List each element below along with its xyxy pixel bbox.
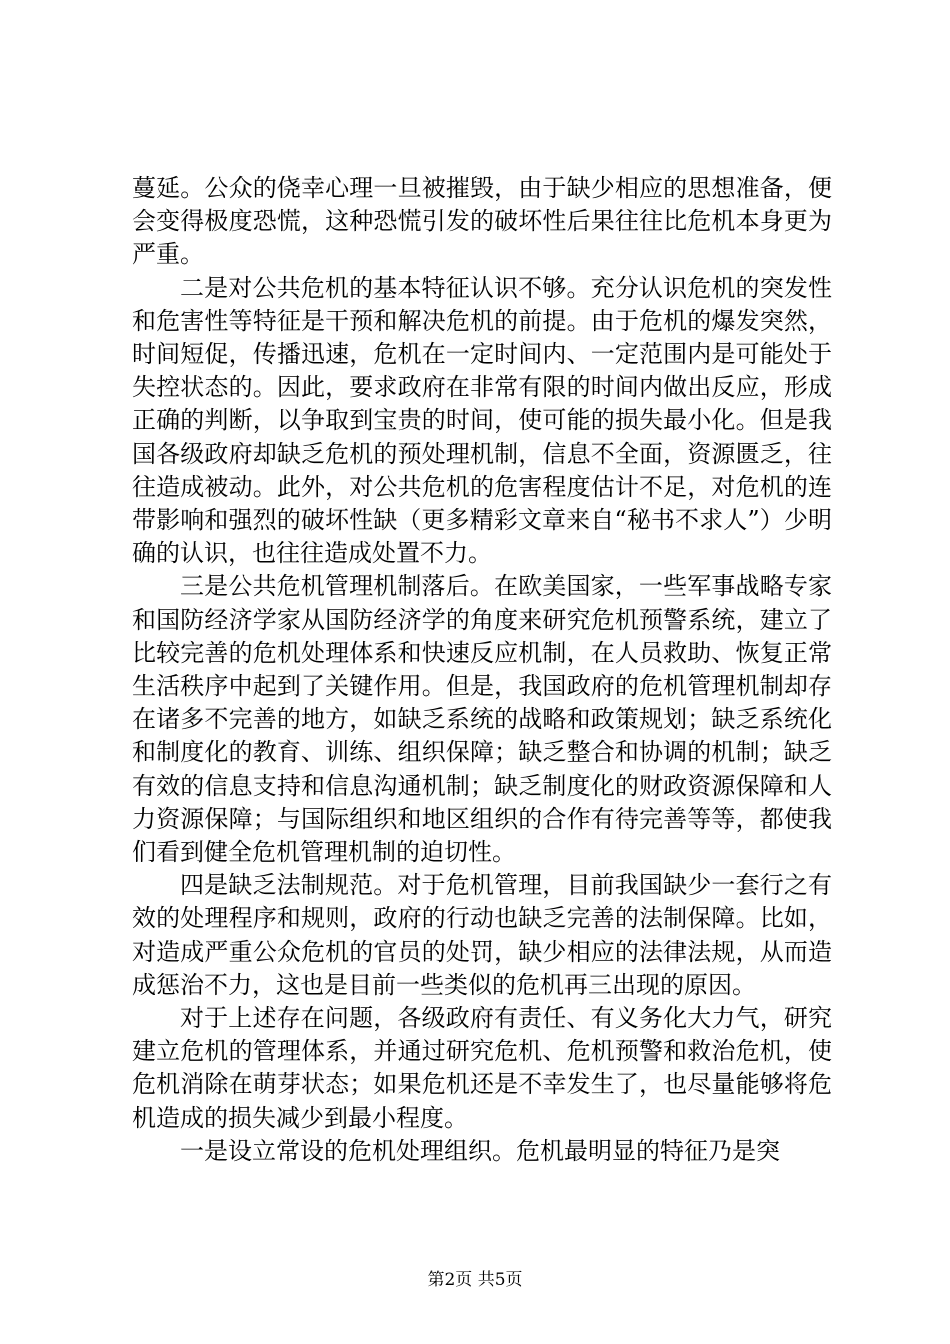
paragraph-point-four: 四是缺乏法制规范。对于危机管理，目前我国缺少一套行之有效的处理程序和规则，政府的行动也缺乏完善的法制保障。比如，对造成严重公众危机的官员的处罚，缺少相应的法律法规，从而造成惩治不力，这也是目前一些类似的危机再三出现的原因。	[132, 871, 832, 999]
paragraph-continuation: 蔓延。公众的侥幸心理一旦被摧毁，由于缺少相应的思想准备，便会变得极度恐慌，这种恐慌引发的破坏性后果往往比危机本身更为严重。	[132, 174, 832, 269]
paragraph-measure-one: 一是设立常设的危机处理组织。危机最明显的特征乃是突	[180, 1136, 780, 1165]
paragraph-point-two: 二是对公共危机的基本特征认识不够。充分认识危机的突发性和危害性等特征是干预和解决危机的前提。由于危机的爆发突然，时间短促，传播迅速，危机在一定时间内、一定范围内是可能处于失控状态的。因此，要求政府在非常有限的时间内做出反应，形成正确的判断，以争取到宝贵的时间，使可能的损失最小化。但是我国各级政府却缺乏危机的预处理机制，信息不全面，资源匮乏，往往造成被动。此外，对公共危机的危害程度估计不足，对危机的连带影响和强烈的破坏性缺（更多精彩文章来自“秘书不求人”）少明确的认识，也往往造成处置不力。	[132, 273, 832, 568]
document-body	[132, 172, 832, 1168]
paragraph-point-three: 三是公共危机管理机制落后。在欧美国家，一些军事战略专家和国防经济学家从国防经济学的角度来研究危机预警系统，建立了比较完善的危机处理体系和快速反应机制，在人员救助、恢复正常生活秩序中起到了关键作用。但是，我国政府的危机管理机制却存在诸多不完善的地方，如缺乏系统的战略和政策规划；缺乏系统化和制度化的教育、训练、组织保障；缺乏整合和协调的机制；缺乏有效的信息支持和信息沟通机制；缺乏制度化的财政资源保障和人力资源保障；与国际组织和地区组织的合作有待完善等等，都使我们看到健全危机管理机制的迫切性。	[132, 572, 832, 867]
paragraph-response: 对于上述存在问题，各级政府有责任、有义务化大力气，研究建立危机的管理体系，并通过研究危机、危机预警和救治危机，使危机消除在萌芽状态；如果危机还是不幸发生了，也尽量能够将危机造成的损失减少到最小程度。	[132, 1004, 832, 1132]
page-number-footer: 第2页 共5页	[427, 1270, 523, 1290]
